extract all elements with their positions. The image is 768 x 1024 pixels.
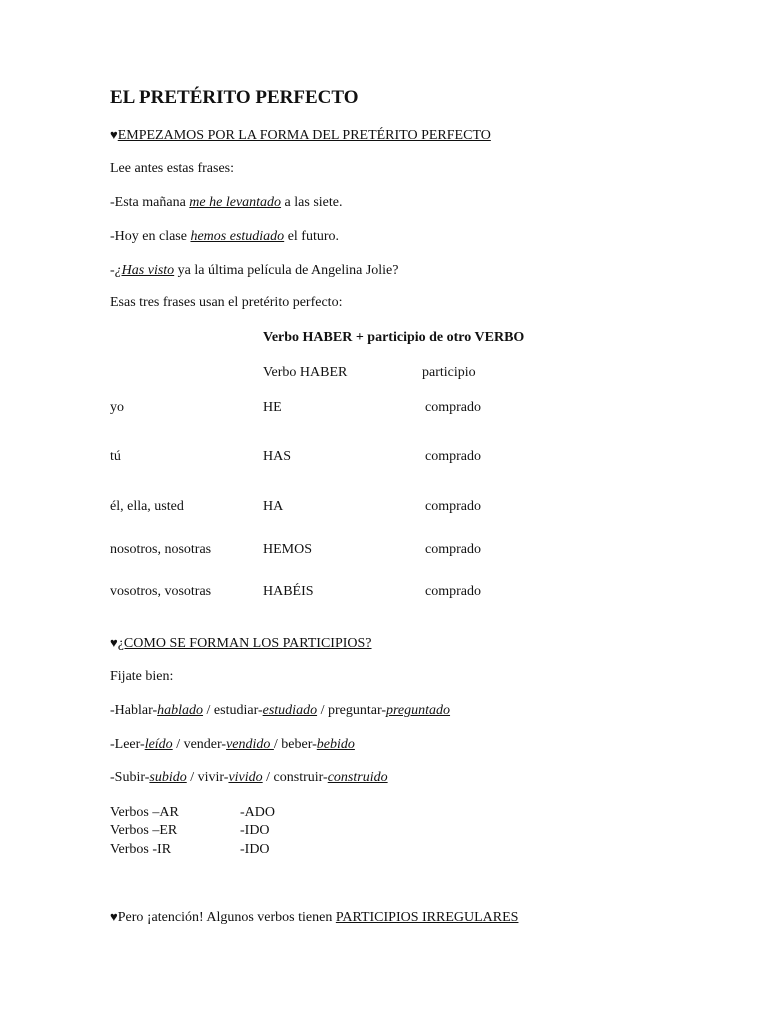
fijate-text: Fijate bien:: [110, 669, 174, 684]
final-text: Pero ¡atención! Algunos verbos tienen: [117, 910, 336, 925]
table-cell-participle: comprado: [425, 499, 481, 514]
example-text: -Esta mañana: [110, 195, 190, 210]
example-verb-highlight: me he levantado: [189, 195, 282, 210]
intro-text: Lee antes estas frases:: [110, 161, 234, 176]
table-cell-pronoun: yo: [110, 400, 124, 415]
table-cell-participle: comprado: [425, 584, 481, 599]
table-cell-pronoun: nosotros, nosotras: [110, 542, 212, 557]
example-sentence: [110, 262, 399, 280]
table-cell-haber: HABÉIS: [263, 584, 314, 599]
section-heading-text: EMPEZAMOS POR LA FORMA DEL PRETÉRITO PERFECTO: [117, 128, 491, 143]
participle-segment: / preguntar-: [317, 703, 386, 718]
participle-segment: -Subir-: [110, 770, 150, 785]
participle-line: [110, 736, 355, 754]
table-header-haber: Verbo HABER: [263, 365, 348, 380]
page-title: EL PRETÉRITO PERFECTO: [110, 87, 359, 108]
heart-icon: ♥: [110, 635, 118, 650]
participle-segment: / beber-: [273, 737, 317, 752]
participle-segment: preguntado: [386, 703, 451, 718]
table-cell-pronoun: tú: [110, 449, 121, 464]
ending-verbs: Verbos –ER: [110, 823, 178, 838]
table-cell-haber: HEMOS: [263, 542, 313, 557]
ending-suffix: -ADO: [240, 805, 275, 820]
ending-verbs: Verbos -IR: [110, 842, 172, 857]
table-cell-haber: HA: [263, 499, 284, 514]
participle-segment: estudiado: [262, 703, 318, 718]
participle-line: [110, 702, 450, 720]
irregular-participles-emphasis: PARTICIPIOS IRREGULARES: [335, 910, 519, 925]
formula: Verbo HABER + participio de otro VERBO: [263, 330, 525, 345]
participle-segment: / construir-: [262, 770, 328, 785]
ending-suffix: -IDO: [240, 842, 270, 857]
example-text: a las siete.: [281, 195, 343, 210]
participle-segment: hablado: [157, 703, 204, 718]
table-cell-participle: comprado: [425, 400, 481, 415]
section-heading-forma: [110, 126, 491, 145]
table-cell-haber: HE: [263, 400, 282, 415]
participle-segment: / vivir-: [186, 770, 229, 785]
participle-segment: subido: [149, 770, 187, 785]
heart-icon: ♥: [110, 909, 118, 924]
participle-segment: / estudiar-: [203, 703, 263, 718]
participle-line: [110, 769, 388, 787]
ending-verbs: Verbos –AR: [110, 805, 179, 820]
participle-segment: -Hablar-: [110, 703, 158, 718]
heart-icon: ♥: [110, 127, 118, 142]
section-heading-text: ¿COMO SE FORMAN LOS PARTICIPIOS?: [117, 636, 372, 651]
example-verb-highlight: hemos estudiado: [190, 229, 285, 244]
table-cell-pronoun: vosotros, vosotras: [110, 584, 212, 599]
participle-segment: vivido: [228, 770, 263, 785]
examples-note: Esas tres frases usan el pretérito perfecto:: [110, 295, 343, 310]
participle-segment: bebido: [316, 737, 355, 752]
example-text: ya la última película de Angelina Jolie?: [174, 263, 399, 278]
table-cell-participle: comprado: [425, 542, 481, 557]
participle-segment: -Leer-: [110, 737, 145, 752]
example-text: el futuro.: [284, 229, 340, 244]
example-sentence: [110, 194, 342, 212]
example-sentence: [110, 228, 339, 246]
table-cell-participle: comprado: [425, 449, 481, 464]
irregular-participles-note: [110, 908, 518, 927]
example-verb-highlight: ¿Has visto: [114, 263, 175, 278]
table-header-participio: participio: [422, 365, 476, 380]
participle-segment: vendido: [226, 737, 274, 752]
participle-segment: / vender-: [172, 737, 227, 752]
table-cell-haber: HAS: [263, 449, 292, 464]
ending-suffix: -IDO: [240, 823, 270, 838]
participle-segment: leído: [144, 737, 173, 752]
example-text: -Hoy en clase: [110, 229, 191, 244]
example-text: -: [110, 263, 115, 278]
table-cell-pronoun: él, ella, usted: [110, 499, 184, 514]
section-heading-participios: [110, 634, 372, 653]
participle-segment: construido: [327, 770, 388, 785]
